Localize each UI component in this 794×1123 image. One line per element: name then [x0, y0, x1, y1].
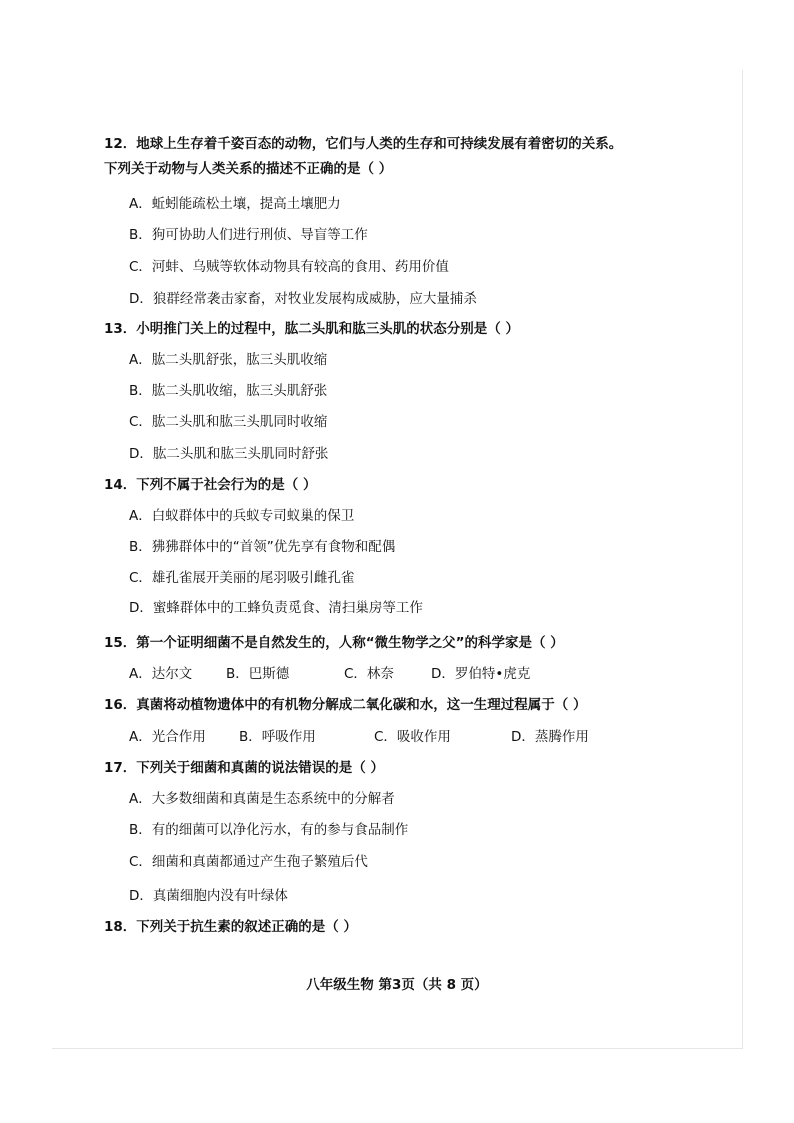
q17-option-a: A．大多数细菌和真菌是生态系统中的分解者: [129, 791, 395, 807]
q14-stem: 14．下列不属于社会行为的是（ ）: [104, 477, 317, 493]
q14-option-d: D．蜜蜂群体中的工蜂负责觅食、清扫巢房等工作: [129, 600, 423, 616]
q15-option-b: B．巴斯德: [226, 666, 290, 682]
q12-option-b: B．狗可协助人们进行刑侦、导盲等工作: [129, 227, 368, 243]
q14-option-c: C．雄孔雀展开美丽的尾羽吸引雌孔雀: [129, 570, 355, 586]
q13-option-c: C．肱二头肌和肱三头肌同时收缩: [129, 414, 328, 430]
q15-option-a: A．达尔文: [129, 666, 193, 682]
q12-stem-line1: 12．地球上生存着千姿百态的动物，它们与人类的生存和可持续发展有着密切的关系。: [104, 136, 623, 152]
q16-option-b: B．呼吸作用: [239, 729, 316, 745]
q13-option-a: A．肱二头肌舒张，肱三头肌收缩: [129, 352, 328, 368]
q17-stem: 17．下列关于细菌和真菌的说法错误的是（ ）: [104, 760, 384, 776]
q14-option-a: A．白蚁群体中的兵蚁专司蚁巢的保卫: [129, 508, 355, 524]
page-footer: 八年级生物 第3页（共 8 页）: [306, 977, 488, 993]
q16-option-a: A．光合作用: [129, 729, 206, 745]
q15-option-c: C．林奈: [344, 666, 394, 682]
q16-option-d: D．蒸腾作用: [511, 729, 589, 745]
q13-option-d: D．肱二头肌和肱三头肌同时舒张: [129, 446, 329, 462]
q14-option-b: B．狒狒群体中的“首领”优先享有食物和配偶: [129, 539, 396, 555]
q16-stem: 16．真菌将动植物遗体中的有机物分解成二氧化碳和水，这一生理过程属于（ ）: [104, 697, 587, 713]
q12-option-c: C．河蚌、乌贼等软体动物具有较高的食用、药用价值: [129, 259, 449, 275]
q13-option-b: B．肱二头肌收缩，肱三头肌舒张: [129, 383, 328, 399]
q15-options-row: [0, 664, 794, 684]
q12-option-d: D．狼群经常袭击家畜，对牧业发展构成威胁，应大量捕杀: [129, 291, 477, 307]
q18-stem: 18．下列关于抗生素的叙述正确的是（ ）: [104, 919, 357, 935]
q12-stem-line2: 下列关于动物与人类关系的描述不正确的是（ ）: [104, 161, 393, 177]
q16-option-c: C．吸收作用: [374, 729, 451, 745]
q17-option-d: D．真菌细胞内没有叶绿体: [129, 888, 288, 904]
q16-options-row: [0, 727, 794, 747]
q15-stem: 15．第一个证明细菌不是自然发生的，人称“微生物学之父”的科学家是（ ）: [104, 635, 564, 651]
q13-stem: 13．小明推门关上的过程中，肱二头肌和肱三头肌的状态分别是（ ）: [104, 321, 519, 337]
q12-option-a: A．蚯蚓能疏松土壤，提高土壤肥力: [129, 196, 341, 212]
q17-option-b: B．有的细菌可以净化污水，有的参与食品制作: [129, 822, 409, 838]
q17-option-c: C．细菌和真菌都通过产生孢子繁殖后代: [129, 854, 368, 870]
q15-option-d: D．罗伯特•虎克: [431, 666, 531, 682]
